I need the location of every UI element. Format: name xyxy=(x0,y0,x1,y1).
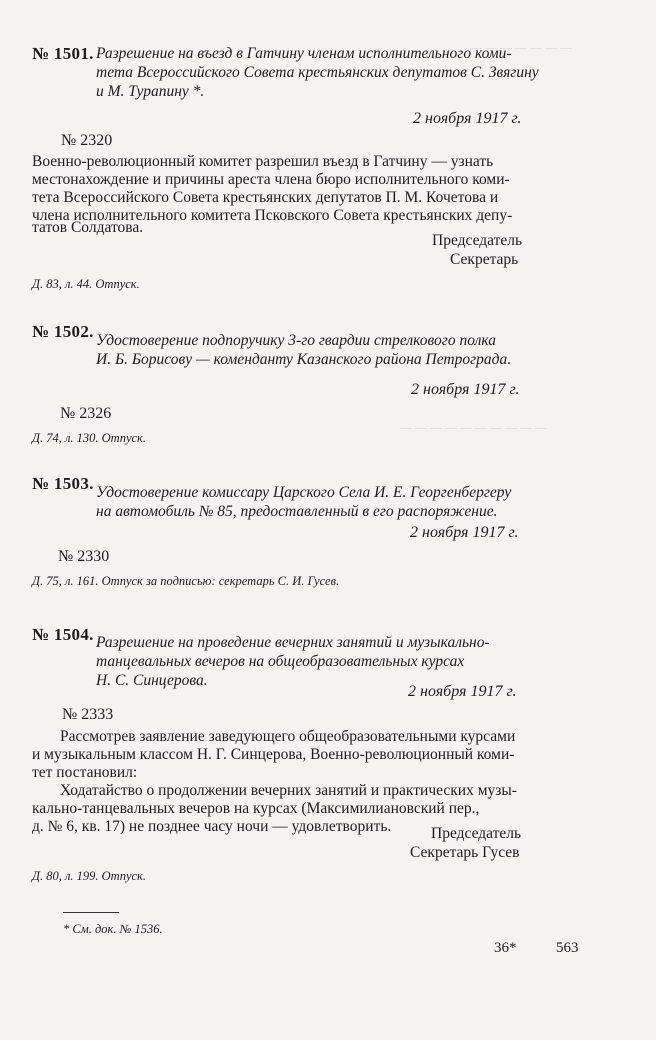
body-line: местонахождение и причины ареста члена бюро исполнительного коми- xyxy=(32,171,510,188)
doc-title-line: Н. С. Синцерова. xyxy=(96,672,208,689)
doc-date: 2 ноября 1917 г. xyxy=(411,381,520,398)
doc-date: 2 ноября 1917 г. xyxy=(413,110,522,127)
sheet-mark: 36* xyxy=(494,940,517,956)
registration-number: № 2326 xyxy=(60,405,112,422)
signature-line: Председатель xyxy=(431,825,522,842)
signature-line: Секретарь Гусев xyxy=(410,844,520,861)
bleed-through-text: — — — — — — — xyxy=(470,40,572,54)
signature-line: Секретарь xyxy=(450,251,519,268)
archive-source: Д. 80, л. 199. Отпуск. xyxy=(32,869,147,883)
doc-title-line: на автомобиль № 85, предоставленный в его распоряжение. xyxy=(96,503,498,520)
archive-source: Д. 83, л. 44. Отпуск. xyxy=(32,277,140,291)
page-number: 563 xyxy=(556,940,579,956)
doc-number: № 1504. xyxy=(32,625,94,644)
doc-title-line: Разрешение на проведение вечерних занятий и музыкально- xyxy=(96,634,490,651)
doc-title-line: Удостоверение подпоручику 3-го гвардии стрелкового полка xyxy=(96,332,496,349)
signature-line: Председатель xyxy=(432,232,523,249)
body-line: и музыкальным классом Н. Г. Синцерова, Военно-революционный коми- xyxy=(32,746,515,763)
doc-title-line: Удостоверение комиссару Царского Села И. Е. Георгенбергеру xyxy=(96,484,512,501)
body-line: Ходатайство о продолжении вечерних занятий и практических музы- xyxy=(60,782,517,799)
doc-date: 2 ноября 1917 г. xyxy=(408,683,517,700)
footnote-divider xyxy=(63,912,119,913)
archive-source: Д. 75, л. 161. Отпуск за подписью: секретарь С. И. Гусев. xyxy=(32,574,340,588)
doc-title-line: и М. Турапину *. xyxy=(96,83,205,100)
doc-number: № 1502. xyxy=(32,322,94,341)
body-line: д. № 6, кв. 17) не позднее часу ночи — удовлетворить. xyxy=(32,818,392,835)
doc-number: № 1501. xyxy=(32,44,94,63)
doc-title-line: И. Б. Борисову — коменданту Казанского района Петрограда. xyxy=(96,351,512,368)
registration-number: № 2330 xyxy=(58,548,110,565)
body-line: тет постановил: xyxy=(32,764,138,781)
doc-title-line: тета Всероссийского Совета крестьянских депутатов С. Звягину xyxy=(96,64,539,81)
archive-source: Д. 74, л. 130. Отпуск. xyxy=(32,431,147,445)
doc-date: 2 ноября 1917 г. xyxy=(410,524,519,541)
bleed-through-text: — — — — — — — — — — xyxy=(400,420,547,434)
registration-number: № 2320 xyxy=(61,132,113,149)
body-line: Рассмотрев заявление заведующего общеобразовательными курсами xyxy=(60,728,516,745)
body-line: татов Солдатова. xyxy=(32,219,144,236)
body-line: тета Всероссийского Совета крестьянских депутатов П. М. Кочетова и xyxy=(32,189,499,206)
body-line: кально-танцевальных вечеров на курсах (Максимилиановский пер., xyxy=(32,800,480,817)
body-line: члена исполнительного комитета Псковского Совета крестьянских депу- xyxy=(32,207,513,224)
registration-number: № 2333 xyxy=(62,706,114,723)
footnote: * См. док. № 1536. xyxy=(63,922,163,936)
doc-number: № 1503. xyxy=(32,474,94,493)
doc-title-line: танцевальных вечеров на общеобразовательных курсах xyxy=(96,653,465,670)
doc-title-line: Разрешение на въезд в Гатчину членам исполнительного коми- xyxy=(96,45,512,62)
body-line: Военно-революционный комитет разрешил въезд в Гатчину — узнать xyxy=(32,153,494,170)
